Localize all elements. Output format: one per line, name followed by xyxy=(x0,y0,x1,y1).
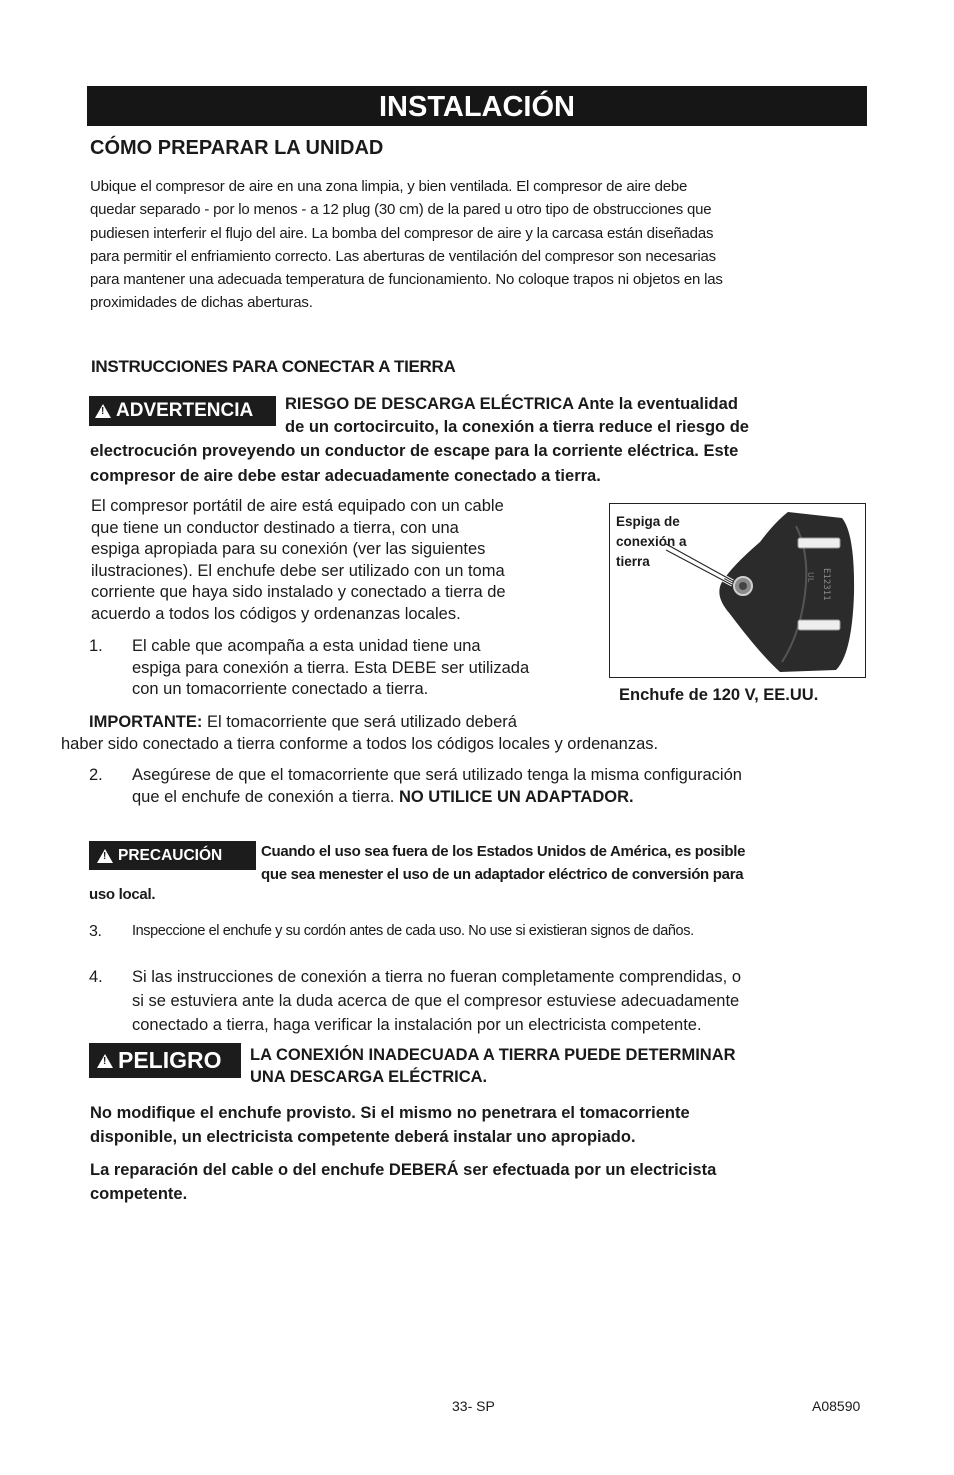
document-code: A08590 xyxy=(812,1398,861,1414)
danger-text xyxy=(250,1044,736,1088)
item1-line: El cable que acompaña a esta unidad tiene una xyxy=(132,637,481,655)
caution-triangle-icon xyxy=(97,849,113,863)
item2-line: Asegúrese de que el tomacorriente que será utilizado tenga la misma configuración xyxy=(132,766,742,784)
danger-badge-label: PELIGRO xyxy=(118,1047,222,1073)
item1-line: con un tomacorriente conectado a tierra. xyxy=(132,680,429,698)
grounding-intro xyxy=(91,496,601,625)
item4-line: si se estuviera ante la duda acerca de que el compresor estuviese adecuadamente xyxy=(132,992,740,1010)
item2-text: que el enchufe de conexión a tierra. xyxy=(132,787,399,806)
repair-line: La reparación del cable o del enchufe DEBERÁ ser efectuada por un electricista xyxy=(90,1161,717,1179)
warning-badge-label: ADVERTENCIA xyxy=(116,400,254,421)
warning-triangle-icon xyxy=(95,404,111,418)
item4-line: conectado a tierra, haga verificar la instalación por un electricista competente. xyxy=(132,1016,702,1034)
list-number: 3. xyxy=(89,923,102,940)
prepare-line: para permitir el enfriamiento correcto. Las aberturas de ventilación del compresor son necesarias xyxy=(90,247,716,265)
item2-emphasis: NO UTILICE UN ADAPTADOR. xyxy=(398,787,634,806)
prepare-line: quedar separado - por lo menos - a 12 plug (30 cm) de la pared u otro tipo de obstrucciones que xyxy=(90,201,712,219)
intro-line: ilustraciones). El enchufe debe ser utilizado con un toma xyxy=(91,561,505,580)
section-title-grounding: INSTRUCCIONES PARA CONECTAR A TIERRA xyxy=(91,357,456,376)
svg-text:E12311: E12311 xyxy=(821,568,831,601)
prepare-line: pudiesen interferir el flujo del aire. La bomba del compresor de aire y la carcasa están diseñadas xyxy=(90,224,714,242)
caution-line: que sea menester el uso de un adaptador eléctrico de conversión para xyxy=(261,866,744,883)
prepare-paragraph xyxy=(90,175,870,315)
section-title-prepare: CÓMO PREPARAR LA UNIDAD xyxy=(90,137,384,159)
modify-line: disponible, un electricista competente deberá instalar uno apropiado. xyxy=(90,1128,636,1146)
intro-line: espiga apropiada para su conexión (ver las siguientes xyxy=(91,540,486,558)
caution-text xyxy=(261,840,745,886)
intro-line: acuerdo a todos los códigos y ordenanzas locales. xyxy=(91,604,461,623)
warning-badge xyxy=(89,396,276,426)
svg-text:UL: UL xyxy=(806,572,815,583)
important-note xyxy=(89,712,869,734)
callout-line: Espiga de xyxy=(616,514,680,529)
warning-text-top xyxy=(285,393,749,439)
intro-line: corriente que haya sido instalado y conectado a tierra de xyxy=(91,583,506,601)
modify-line: No modifique el enchufe provisto. Si el mismo no penetrara el tomacorriente xyxy=(90,1104,690,1122)
important-label: IMPORTANTE: xyxy=(89,713,203,731)
intro-line: que tiene un conductor destinado a tierra, con una xyxy=(91,518,459,537)
callout-line: tierra xyxy=(616,554,650,569)
item1-line: espiga para conexión a tierra. Esta DEBE ser utilizada xyxy=(132,658,530,677)
warning-line: compresor de aire debe estar adecuadamente conectado a tierra. xyxy=(90,467,601,485)
warning-line: RIESGO DE DESCARGA ELÉCTRICA Ante la eventualidad xyxy=(285,395,738,413)
list-item-3 xyxy=(89,923,879,941)
list-item-2 xyxy=(89,765,879,808)
caution-line: Cuando el uso sea fuera de los Estados Unidos de América, es posible xyxy=(261,843,746,860)
page-banner: INSTALACIÓN xyxy=(87,86,867,126)
warning-line: de un cortocircuito, la conexión a tierra reduce el riesgo de xyxy=(285,418,749,436)
caution-line-continued: uso local. xyxy=(89,886,156,903)
list-item-1 xyxy=(89,636,604,701)
danger-triangle-icon xyxy=(97,1054,113,1068)
figure-callout xyxy=(616,512,687,572)
callout-line: conexión a xyxy=(616,534,687,549)
danger-badge xyxy=(89,1043,241,1078)
list-number: 1. xyxy=(89,637,103,655)
warning-text-bottom xyxy=(90,439,738,489)
danger-line: UNA DESCARGA ELÉCTRICA. xyxy=(250,1068,488,1086)
prepare-line: para mantener una adecuada temperatura de funcionamiento. No coloque trapos ni objetos en las xyxy=(90,271,723,289)
list-number: 2. xyxy=(89,766,103,784)
danger-line: LA CONEXIÓN INADECUADA A TIERRA PUEDE DETERMINAR xyxy=(250,1046,736,1064)
item4-line: Si las instrucciones de conexión a tierra no fueran completamente comprendidas, o xyxy=(132,968,742,986)
important-continued: haber sido conectado a tierra conforme a todos los códigos locales y ordenanzas. xyxy=(61,735,659,753)
important-text: El tomacorriente que será utilizado deberá xyxy=(202,713,517,731)
page-number: 33- SP xyxy=(452,1398,495,1414)
list-item-4 xyxy=(89,965,879,1037)
prepare-line: proximidades de dichas aberturas. xyxy=(90,294,313,312)
list-number: 4. xyxy=(89,968,103,986)
caution-badge-label: PRECAUCIÓN xyxy=(118,846,223,864)
repair-paragraph xyxy=(90,1158,716,1206)
repair-line: competente. xyxy=(90,1185,188,1203)
figure-caption: Enchufe de 120 V, EE.UU. xyxy=(619,686,819,704)
prepare-line: Ubique el compresor de aire en una zona limpia, y bien ventilada. El compresor de aire debe xyxy=(90,178,688,195)
warning-line: electrocución proveyendo un conductor de escape para la corriente eléctrica. Este xyxy=(90,442,739,460)
plug-figure xyxy=(609,503,866,678)
modify-paragraph xyxy=(90,1101,690,1149)
intro-line: El compresor portátil de aire está equipado con un cable xyxy=(91,497,504,515)
caution-badge xyxy=(89,841,256,870)
item3-text: Inspeccione el enchufe y su cordón antes de cada uso. No use si existieran signos de daños. xyxy=(132,923,694,939)
